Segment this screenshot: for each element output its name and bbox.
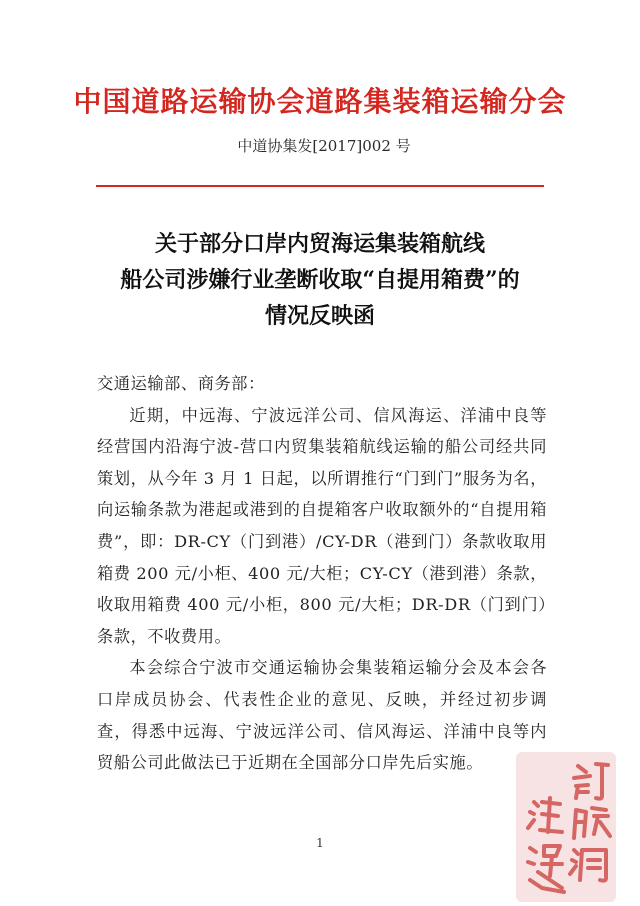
watermark-stamp	[516, 752, 616, 902]
salutation: 交通运输部、商务部：	[97, 374, 265, 393]
document-title	[0, 226, 640, 334]
watermark-calligraphy-icon	[516, 752, 616, 902]
paragraph-2: 本会综合宁波市交通运输协会集装箱运输分会及本会各口岸成员协会、代表性企业的意见、反映，并经过初步调查，得悉中远海、宁波远洋公司、信风海运、洋浦中良等内贸船公司此做法已于近期在全国部分口岸先后实施。	[97, 658, 547, 773]
document-number: 中道协集发[2017]002 号	[237, 137, 411, 155]
organization-header: 中国道路运输协会道路集装箱运输分会	[73, 85, 567, 118]
page-number: 1	[316, 836, 324, 850]
red-divider-line	[96, 185, 544, 187]
letter-body	[97, 368, 547, 779]
paragraph-1: 近期，中远海、宁波远洋公司、信风海运、洋浦中良等经营国内沿海宁波-营口内贸集装箱航线运输的船公司经共同策划，从今年 3 月 1 日起，以所谓推行“门到门”服务为名，向运输条款为港起或港到的自提箱客户收取额外的“自提用箱费”，即：DR-CY（门到港）/CY-DR（港到门）条款收取用箱费 200 元/小柜、400 元/大柜；CY-CY（港到港）条款，收取用箱费 400 元/小柜，800 元/大柜；DR-DR（门到门）条款，不收费用。	[97, 405, 547, 646]
title-line-2: 船公司涉嫌行业垄断收取“自提用箱费”的	[120, 267, 520, 293]
title-line-3: 情况反映函	[264, 303, 375, 329]
title-line-1: 关于部分口岸内贸海运集装箱航线	[154, 231, 485, 257]
